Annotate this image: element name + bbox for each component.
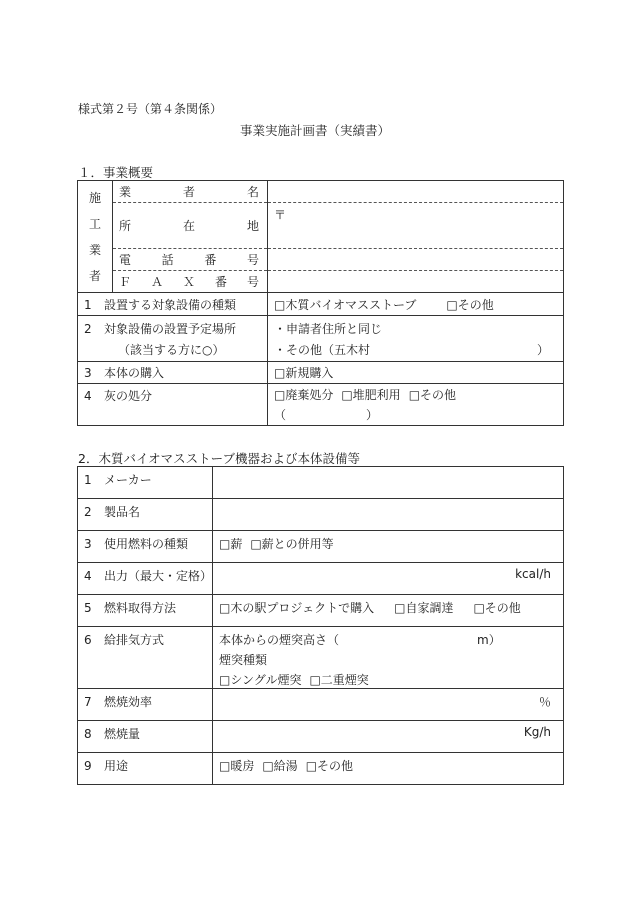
same-as-applicant-option[interactable]: ・申請者住所と同じ bbox=[274, 321, 383, 336]
fuel-acquisition-label: 5 燃料取得方法 bbox=[78, 595, 213, 627]
phone-label: 電 話 番 号 bbox=[113, 249, 268, 271]
maker-field[interactable] bbox=[213, 467, 564, 499]
other-location-option[interactable]: ・その他（五木村 ） bbox=[274, 342, 549, 357]
efficiency-field[interactable]: ％ bbox=[213, 689, 564, 721]
compost-checkbox[interactable]: □堆肥利用 bbox=[341, 388, 401, 402]
maker-label: 1 メーカー bbox=[78, 467, 213, 499]
efficiency-label: 7 燃焼効率 bbox=[78, 689, 213, 721]
fuel-type-options bbox=[213, 531, 564, 563]
output-field[interactable]: kcal/h bbox=[213, 563, 564, 595]
business-overview-table bbox=[77, 180, 564, 426]
hot-water-checkbox[interactable]: □給湯 bbox=[262, 759, 298, 773]
usage-other-checkbox[interactable]: □その他 bbox=[305, 759, 354, 773]
ventilation-options: 本体からの煙突高さ（ m） 煙突種類 □シングル煙突 □二重煙突 bbox=[213, 627, 564, 689]
document-title: 事業実施計画書（実績書） bbox=[239, 123, 390, 138]
item4-options: □廃棄処分 □堆肥利用 □その他 （ ） bbox=[268, 384, 564, 426]
disposal-checkbox[interactable]: □廃棄処分 bbox=[274, 388, 334, 402]
company-name-field[interactable] bbox=[268, 181, 564, 203]
item3-label: 3 本体の購入 bbox=[78, 362, 268, 384]
section2-heading: 2．木質バイオマスストーブ機器および本体設備等 bbox=[78, 451, 360, 466]
phone-field[interactable] bbox=[268, 249, 564, 271]
section1-heading: １．事業概要 bbox=[78, 165, 154, 180]
burn-amount-label: 8 燃焼量 bbox=[78, 721, 213, 753]
equipment-table bbox=[77, 466, 564, 785]
product-name-field[interactable] bbox=[213, 499, 564, 531]
woody-biomass-stove-checkbox[interactable]: □木質バイオマスストーブ bbox=[274, 297, 417, 312]
address-field[interactable]: 〒 bbox=[268, 203, 564, 249]
output-label: 4 出力（最大・定格） bbox=[78, 563, 213, 595]
ash-other-checkbox[interactable]: □その他 bbox=[408, 388, 457, 402]
usage-label: 9 用途 bbox=[78, 753, 213, 785]
burn-amount-field[interactable]: Kg/h bbox=[213, 721, 564, 753]
item1-label: 1 設置する対象設備の種類 bbox=[78, 293, 268, 316]
item2-label: 2 対象設備の設置予定場所 （該当する方に○） bbox=[78, 316, 268, 362]
ventilation-label: 6 給排気方式 bbox=[78, 627, 213, 689]
form-number: 様式第２号（第４条関係） bbox=[78, 102, 223, 116]
company-name-label: 業 者 名 bbox=[113, 181, 268, 203]
firewood-checkbox[interactable]: □薪 bbox=[219, 537, 243, 551]
other-checkbox[interactable]: □その他 bbox=[446, 297, 494, 312]
single-chimney-checkbox[interactable]: □シングル煙突 bbox=[219, 673, 302, 687]
fuel-acquisition-options bbox=[213, 595, 564, 627]
fuel-other-checkbox[interactable]: □その他 bbox=[473, 601, 521, 615]
self-procured-checkbox[interactable]: □自家調達 bbox=[394, 601, 454, 615]
usage-options bbox=[213, 753, 564, 785]
heating-checkbox[interactable]: □暖房 bbox=[219, 759, 255, 773]
address-label: 所 在 地 bbox=[113, 203, 268, 249]
fax-field[interactable] bbox=[268, 271, 564, 293]
new-purchase-checkbox[interactable]: □新規購入 bbox=[268, 362, 564, 384]
firewood-combined-checkbox[interactable]: □薪との併用等 bbox=[250, 537, 334, 551]
product-name-label: 2 製品名 bbox=[78, 499, 213, 531]
item4-label: 4 灰の処分 bbox=[78, 384, 268, 426]
item2-options bbox=[268, 316, 564, 362]
fuel-type-label: 3 使用燃料の種類 bbox=[78, 531, 213, 563]
fax-label: Ｆ Ａ Ｘ 番 号 bbox=[113, 271, 268, 293]
kinoeki-checkbox[interactable]: □木の駅プロジェクトで購入 bbox=[219, 601, 375, 615]
item1-options bbox=[268, 293, 564, 316]
double-chimney-checkbox[interactable]: □二重煙突 bbox=[309, 673, 369, 687]
contractor-label: 施 工 業 者 bbox=[78, 181, 113, 293]
